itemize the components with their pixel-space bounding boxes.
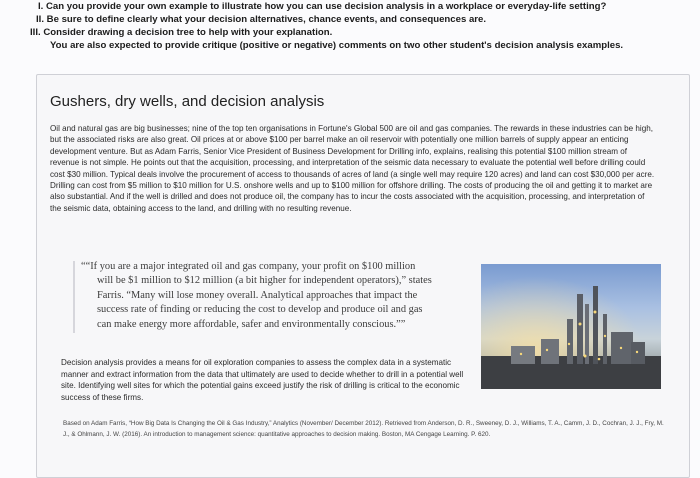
refinery-photo xyxy=(481,264,661,389)
citation: Based on Adam Farris, “How Big Data Is Changing the Oil & Gas Industry,” Analytics (November/ December 2012). Retrieved from Anderson, D. R., Sweeney, D. J., Williams, T. A., Camm, J. D., Cochran, J. J., Fry, M. J., & Ohlmann, J. W. (2016). An introduction to management science: quantitative approaches to decision making. Boston, MA Cengage Learning. P. 620. xyxy=(63,420,664,438)
article-panel xyxy=(36,74,690,478)
article-body: Oil and natural gas are big businesses; nine of the top ten organisations in Fortune's Global 500 are oil and gas companies. The rewards in these industries can be high, but the associated risks are also great. Oil prices at or above $100 per barrel make an oil reservoir with potentially one million barrels of supply appear an enticing development venture. But as Adam Farris, Senior Vice President of Business Development for Drilling info, explains, realising this potential $100 million stream of revenue is not simple. He points out that the acquisition, processing, and interpretation of the seismic data necessary to evaluate the potential well before drilling could cost $30 million. Typical deals involve the procurement of access to thousands of acres of land (a single well may require 120 acres) and land can cost $30,000 per acre. Drilling can cost from $5 million to $10 million for U.S. onshore wells and up to $100 million for offshore drilling. The costs of producing the oil and getting it to market are also substantial. And if the well is drilled and does not produce oil, the company has to incur the costs associated with the acquisition, processing, and interpretation of the seismic data, obtaining access to the land, and drilling with no resulting revenue. xyxy=(50,124,655,213)
prompt-line-3: III. Consider drawing a decision tree to help with your explanation. xyxy=(30,27,333,38)
article-title: Gushers, dry wells, and decision analysis xyxy=(50,93,325,110)
assignment-prompt xyxy=(28,0,688,52)
prompt-line-1: I. Can you provide your own example to illustrate how you can use decision analysis in a workplace or everyday-life setting? xyxy=(38,1,607,12)
prompt-line-4: You are also expected to provide critique (positive or negative) comments on two other student's decision analysis examples. xyxy=(50,40,624,51)
quote-bar xyxy=(73,261,75,333)
quote-line-4: success rate of finding or reducing the cost to develop and produce oil and gas xyxy=(97,304,423,316)
decision-analysis-paragraph: Decision analysis provides a means for oil exploration companies to assess the complex data in a systematic manner and extract information from the data that ultimately are used to decide whether to drill in a potential well site. Identifying well sites for which the potential gains exceed justify the risk of drilling is critical to the economic success of these firms. xyxy=(61,358,464,402)
quote-line-2: will be $1 million to $12 million (a bit higher for independent operators),” states xyxy=(97,275,432,287)
pull-quote xyxy=(81,260,481,332)
quote-line-1: ““If you are a major integrated oil and gas company, your profit on $100 million xyxy=(81,261,416,272)
quote-line-3: Farris. “Many will lose money overall. Analytical approaches that impact the xyxy=(97,289,418,301)
quote-line-5: can make energy more affordable, safer and environmentally conscious.”” xyxy=(97,318,406,330)
prompt-line-2: II. Be sure to define clearly what your decision alternatives, chance events, and consequences are. xyxy=(36,14,487,25)
